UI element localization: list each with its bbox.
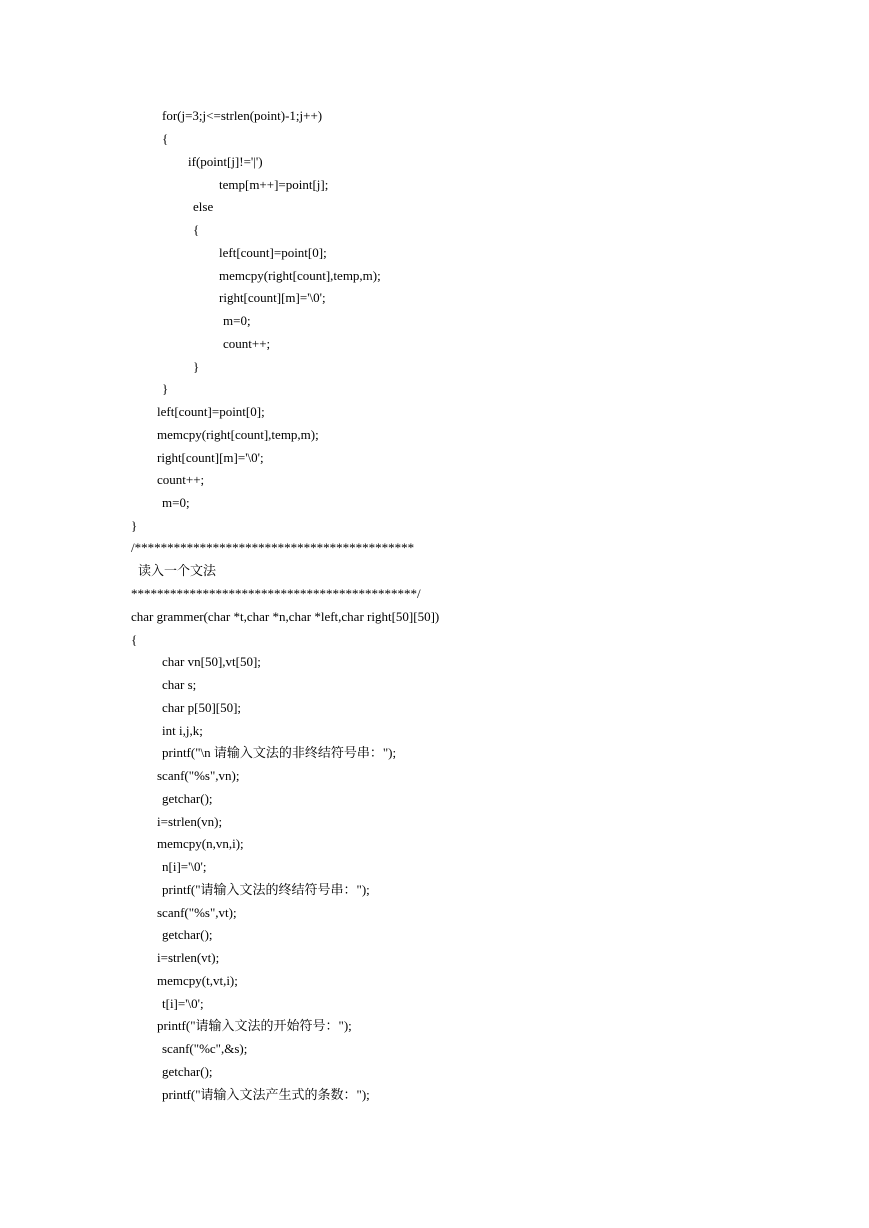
code-line: { bbox=[193, 222, 200, 237]
code-line: if(point[j]!='|') bbox=[188, 154, 263, 169]
code-line: t[i]='\0'; bbox=[162, 996, 204, 1011]
code-line: { bbox=[131, 632, 138, 647]
code-line: printf("\n 请输入文法的非终结符号串："); bbox=[162, 745, 397, 760]
code-line: int i,j,k; bbox=[162, 723, 203, 738]
code-line: count++; bbox=[223, 336, 271, 351]
code-line: char vn[50],vt[50]; bbox=[162, 654, 261, 669]
code-comment: ********************************************/ bbox=[131, 586, 421, 601]
code-line: } bbox=[193, 359, 200, 374]
code-line: count++; bbox=[157, 472, 205, 487]
code-line: printf("请输入文法的开始符号："); bbox=[157, 1018, 352, 1033]
code-line: left[count]=point[0]; bbox=[157, 404, 265, 419]
code-comment: /******************************************* bbox=[131, 540, 415, 555]
code-line: right[count][m]='\0'; bbox=[157, 450, 264, 465]
code-line: scanf("%s",vn); bbox=[157, 768, 240, 783]
code-line: m=0; bbox=[162, 495, 190, 510]
code-line: scanf("%s",vt); bbox=[157, 905, 237, 920]
code-line: else bbox=[193, 199, 214, 214]
code-line: char s; bbox=[162, 677, 197, 692]
code-line: getchar(); bbox=[162, 1064, 213, 1079]
code-comment: 读入一个文法 bbox=[138, 563, 217, 578]
code-line: for(j=3;j<=strlen(point)-1;j++) bbox=[162, 108, 323, 123]
code-line: getchar(); bbox=[162, 791, 213, 806]
code-line: memcpy(right[count],temp,m); bbox=[157, 427, 319, 442]
code-line: memcpy(n,vn,i); bbox=[157, 836, 244, 851]
code-line: char p[50][50]; bbox=[162, 700, 242, 715]
code-line: i=strlen(vt); bbox=[157, 950, 220, 965]
code-line: memcpy(right[count],temp,m); bbox=[219, 268, 381, 283]
code-line: right[count][m]='\0'; bbox=[219, 290, 326, 305]
code-line: m=0; bbox=[223, 313, 251, 328]
code-line: printf("请输入文法的终结符号串："); bbox=[162, 882, 370, 897]
code-line: { bbox=[162, 131, 169, 146]
code-line: memcpy(t,vt,i); bbox=[157, 973, 238, 988]
code-line: left[count]=point[0]; bbox=[219, 245, 327, 260]
function-signature: char grammer(char *t,char *n,char *left,char right[50][50]) bbox=[131, 609, 440, 624]
code-line: printf("请输入文法产生式的条数："); bbox=[162, 1087, 370, 1102]
code-line: n[i]='\0'; bbox=[162, 859, 207, 874]
code-line: } bbox=[162, 381, 169, 396]
code-line: getchar(); bbox=[162, 927, 213, 942]
code-line: } bbox=[131, 518, 138, 533]
code-line: i=strlen(vn); bbox=[157, 814, 223, 829]
code-line: temp[m++]=point[j]; bbox=[219, 177, 329, 192]
code-line: scanf("%c",&s); bbox=[162, 1041, 248, 1056]
